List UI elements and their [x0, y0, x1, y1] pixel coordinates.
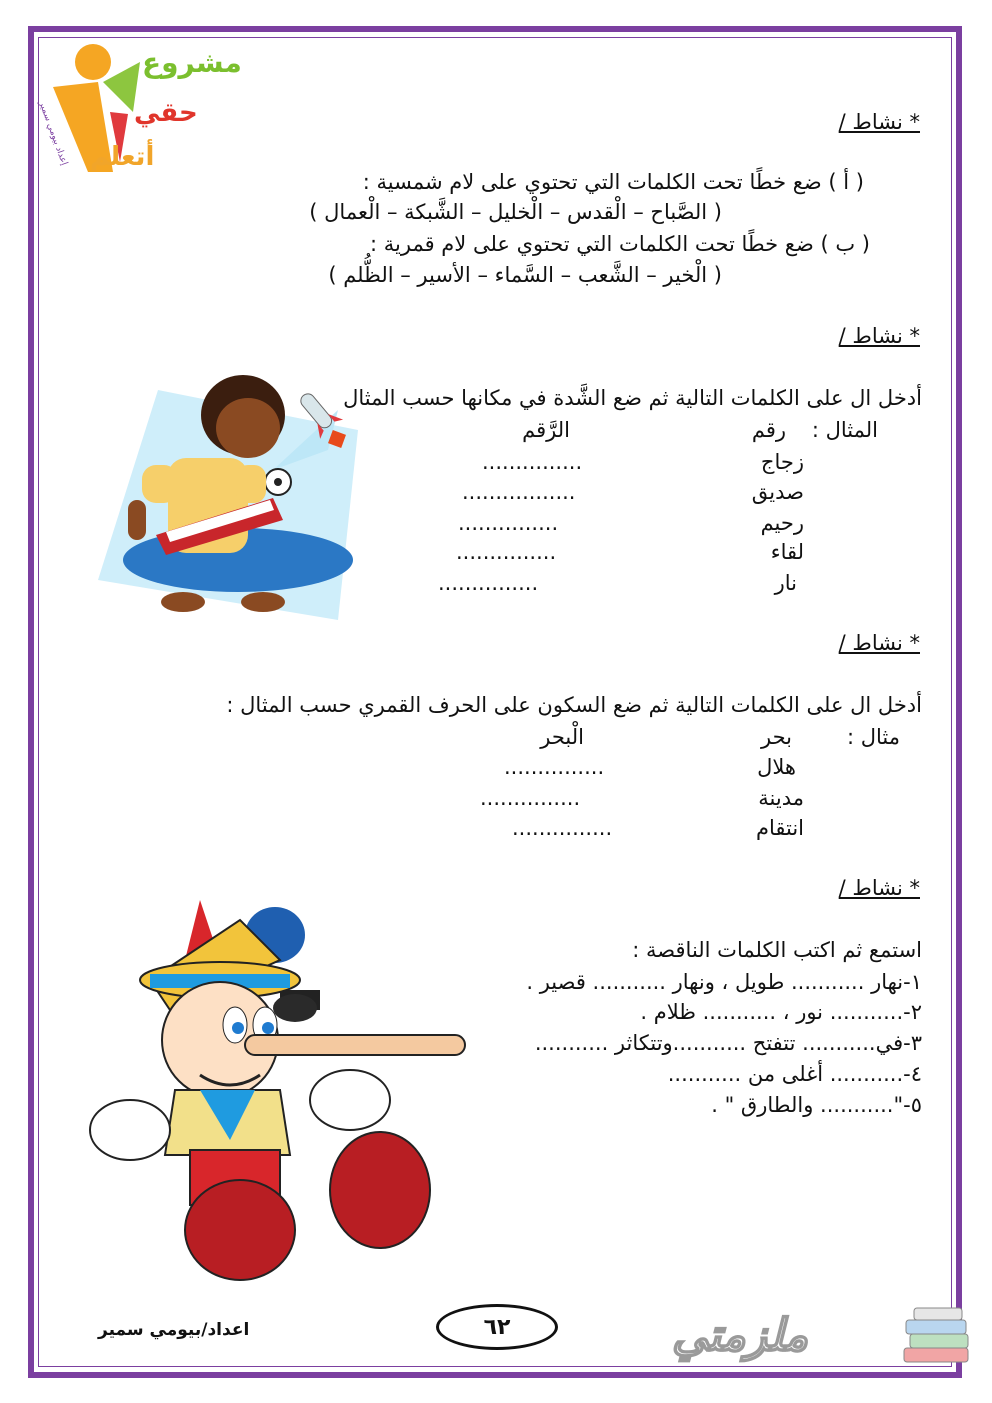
- activity-4-line: ٤-........... أغلى من ...........: [667, 1062, 922, 1086]
- books-stack-icon: [898, 1304, 978, 1370]
- activity-3-word: انتقام: [755, 816, 804, 840]
- activity-3-example-label: مثال :: [847, 725, 900, 749]
- logo-line-2: حقي: [134, 98, 198, 128]
- activity-3-example-answer: الْبحر: [540, 725, 584, 749]
- activity-2-example-label: المثال :: [811, 418, 878, 442]
- activity-1-a-words: ( الصَّباح – الْقدس – الْخليل – الشَّبكة – الْعمال ): [309, 200, 722, 224]
- activity-2-example-word: رقم: [751, 418, 786, 442]
- activity-2-instruction: أدخل ال على الكلمات التالية ثم ضع الشَّدة في مكانها حسب المثال: [343, 386, 922, 410]
- activity-4-line: ٢-........... نور ، ........... ظلام .: [640, 1000, 922, 1024]
- activity-3-instruction: أدخل ال على الكلمات التالية ثم ضع السكون على الحرف القمري حسب المثال :: [226, 693, 922, 717]
- activity-2-example-answer: الرَّقم: [522, 418, 570, 442]
- activity-1-b-words: ( الْخير – الشَّعب – السَّماء – الأسير – الظُّلم ): [328, 263, 722, 287]
- activity-1-a-instruction: ( أ ) ضع خطًا تحت الكلمات التي تحتوي على لام شمسية :: [362, 170, 864, 194]
- activity-3-blank[interactable]: ...............: [480, 786, 581, 810]
- watermark-logo: ملزمتي: [672, 1310, 808, 1361]
- activity-2-blank[interactable]: ...............: [456, 540, 557, 564]
- activity-4-line: ١-نهار ........... طويل ، ونهار ........... قصير .: [526, 970, 922, 994]
- activity-2-blank[interactable]: .................: [462, 480, 576, 504]
- activity-3-blank[interactable]: ...............: [504, 755, 605, 779]
- activity-2-word: لقاء: [770, 540, 804, 564]
- page-number: ٦٢: [436, 1304, 558, 1350]
- author-credit: اعداد/بيومي سمير: [98, 1320, 250, 1340]
- activity-2-word: صديق: [751, 480, 804, 504]
- pinocchio-illustration: [80, 900, 470, 1285]
- activity-2-heading: * نشاط /: [838, 324, 920, 348]
- activity-2-blank[interactable]: ...............: [458, 511, 559, 535]
- activity-4-line: ٥-"........... والطارق " .: [711, 1093, 922, 1117]
- activity-4-instruction: استمع ثم اكتب الكلمات الناقصة :: [632, 938, 922, 962]
- activity-4-heading: * نشاط /: [838, 876, 920, 900]
- activity-4-line: ٣-في........... تتفتح ...........وتتكاثر ...........: [534, 1031, 922, 1055]
- activity-1-heading: * نشاط /: [838, 110, 920, 134]
- activity-3-blank[interactable]: ...............: [512, 816, 613, 840]
- logo-line-3: أتعلم: [90, 142, 155, 172]
- activity-3-heading: * نشاط /: [838, 631, 920, 655]
- reading-boy-illustration: [98, 370, 373, 635]
- activity-2-word: زجاج: [760, 450, 804, 474]
- activity-3-example-word: بحر: [761, 725, 792, 749]
- activity-2-word: رحيم: [760, 511, 804, 535]
- logo-line-1: مشروع: [142, 46, 242, 79]
- activity-1-b-instruction: ( ب ) ضع خطًا تحت الكلمات التي تحتوي على لام قمرية :: [370, 232, 870, 256]
- activity-2-word: نار: [774, 571, 797, 595]
- logo-tagline: إعداد بيومي سمير: [36, 100, 70, 167]
- activity-2-blank[interactable]: ...............: [482, 450, 583, 474]
- activity-2-blank[interactable]: ...............: [438, 571, 539, 595]
- activity-3-word: هلال: [757, 755, 796, 779]
- activity-3-word: مدينة: [758, 786, 804, 810]
